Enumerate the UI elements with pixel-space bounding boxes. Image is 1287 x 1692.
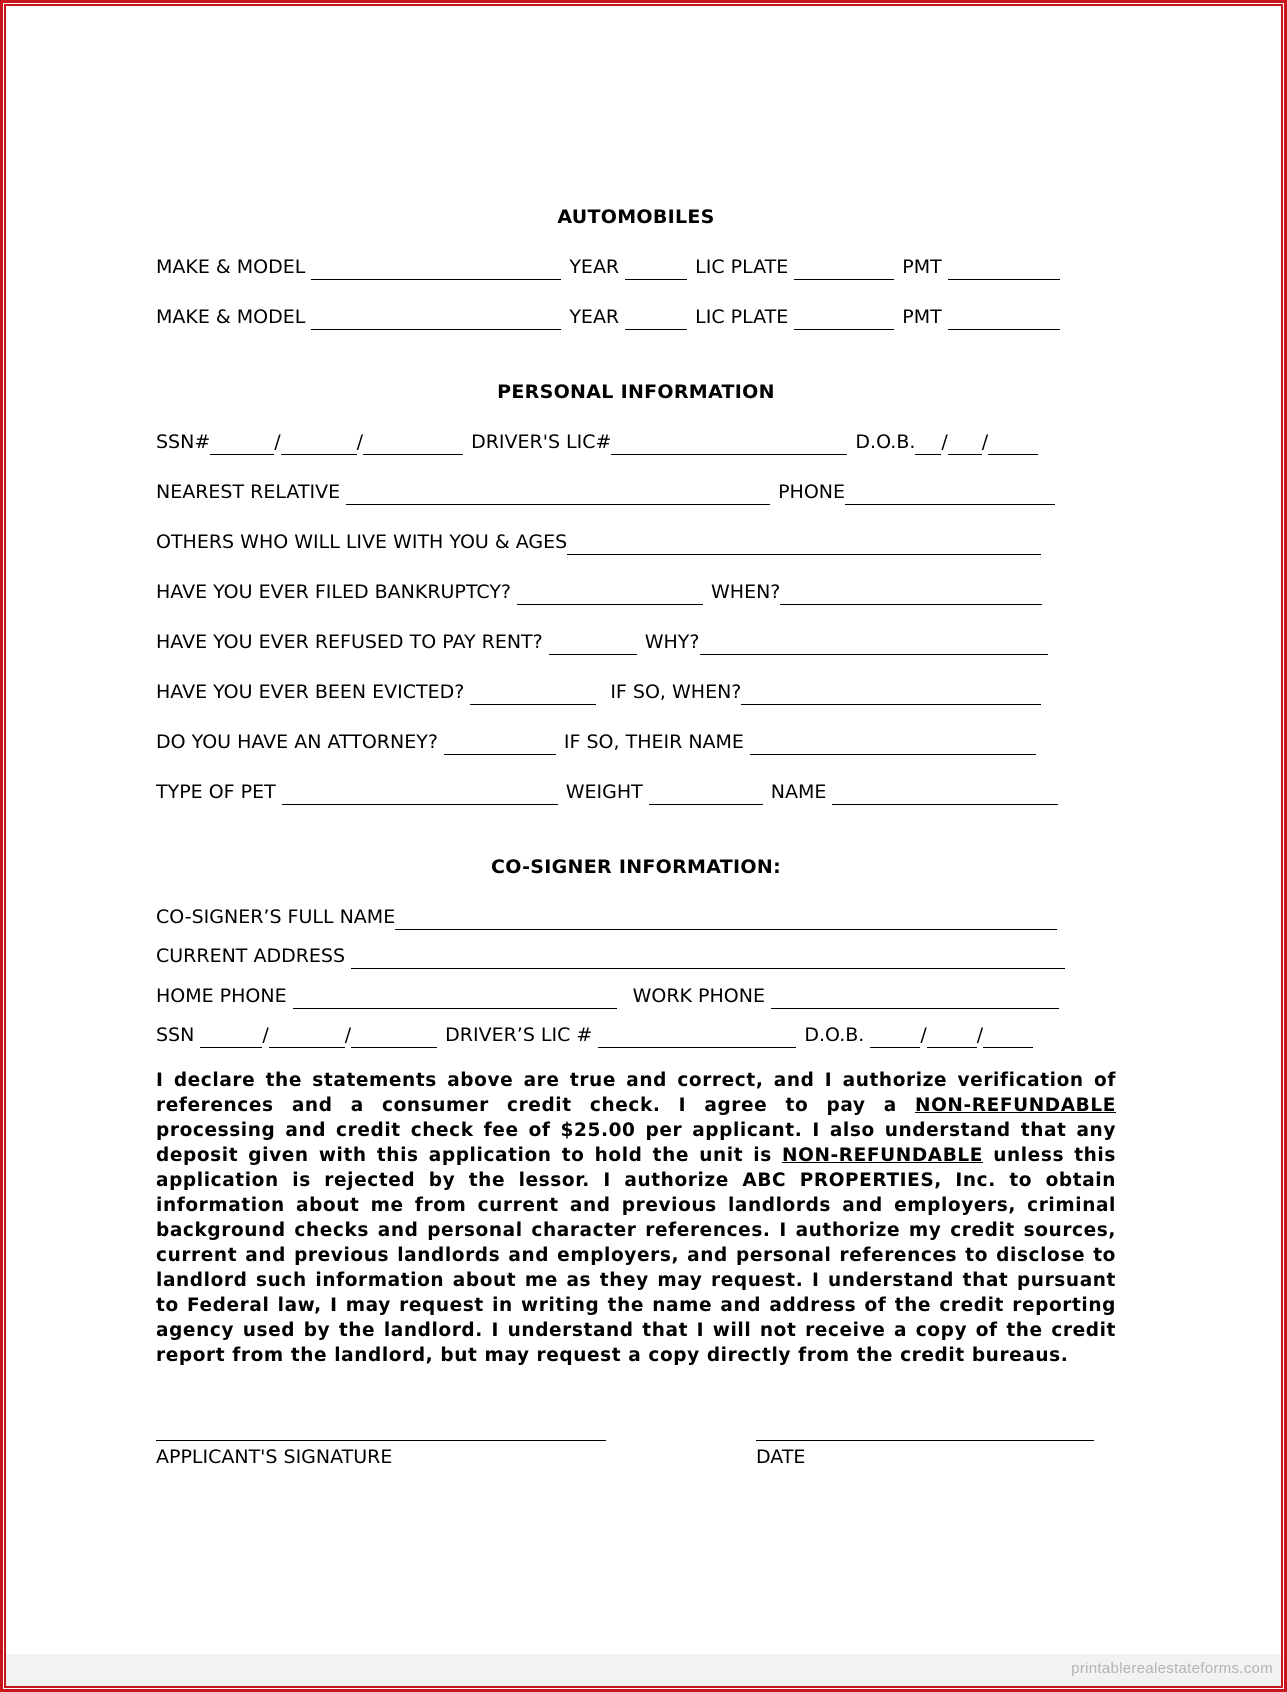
cosigner-name-label: CO-SIGNER’S FULL NAME (156, 906, 396, 928)
nearest-relative-field[interactable] (346, 485, 770, 505)
bankruptcy-label: HAVE YOU EVER FILED BANKRUPTCY? (156, 581, 512, 603)
work-phone-label: WORK PHONE (632, 985, 765, 1007)
make-model-label: MAKE & MODEL (156, 256, 306, 278)
declaration-part-1: I declare the statements above are true and correct, and I authorize verification of references and a consumer credit check. I agree to pay a (156, 1070, 1116, 1116)
dob-label: D.O.B. (855, 431, 916, 453)
refused-rent-label: HAVE YOU EVER REFUSED TO PAY RENT? (156, 631, 543, 653)
cosigner-heading: CO-SIGNER INFORMATION: (491, 856, 781, 878)
attorney-row (156, 729, 1044, 755)
cosigner-address-label: CURRENT ADDRESS (156, 945, 346, 967)
year-label: YEAR (569, 306, 620, 328)
dob-slash-1: / (941, 431, 948, 453)
attorney-name-field[interactable] (750, 735, 1036, 755)
lic-plate-label: LIC PLATE (695, 256, 789, 278)
pet-name-field[interactable] (832, 785, 1058, 805)
year-field-1[interactable] (625, 260, 687, 280)
phone-field[interactable] (845, 485, 1055, 505)
when-label: WHEN? (711, 581, 781, 603)
automobiles-heading: AUTOMOBILES (557, 206, 715, 228)
refused-rent-row (156, 629, 1056, 655)
declaration-paragraph (156, 1068, 1116, 1368)
date-label: DATE (756, 1446, 806, 1468)
if-so-name-label: IF SO, THEIR NAME (563, 731, 744, 753)
bankruptcy-row (156, 579, 1050, 605)
pmt-label: PMT (902, 256, 942, 278)
ssn-row (156, 429, 1046, 455)
make-model-field-2[interactable] (311, 310, 561, 330)
pet-type-field[interactable] (282, 785, 558, 805)
cosigner-name-field[interactable] (395, 910, 1057, 930)
auto-row-2 (156, 304, 1068, 330)
cosigner-ssn-label: SSN (156, 1024, 195, 1046)
cosigner-dob-month-field[interactable] (870, 1028, 920, 1048)
attorney-label: DO YOU HAVE AN ATTORNEY? (156, 731, 438, 753)
applicant-signature-label: APPLICANT'S SIGNATURE (156, 1446, 393, 1468)
pet-weight-field[interactable] (649, 785, 763, 805)
why-label: WHY? (644, 631, 700, 653)
pmt-field-2[interactable] (948, 310, 1060, 330)
declaration-part-2: processing and credit check fee of $25.00 per applicant. I also understand that any deposit given with this application to hold the unit is (156, 1120, 1116, 1166)
lic-plate-field-2[interactable] (794, 310, 894, 330)
cosigner-dob-day-field[interactable] (927, 1028, 977, 1048)
others-field[interactable] (567, 535, 1041, 555)
if-so-when-label: IF SO, WHEN? (610, 681, 742, 703)
why-field[interactable] (700, 635, 1048, 655)
cosigner-address-row (156, 943, 1073, 969)
non-refundable-deposit: NON-REFUNDABLE (782, 1145, 984, 1166)
cosigner-dob-year-field[interactable] (983, 1028, 1033, 1048)
home-phone-label: HOME PHONE (156, 985, 287, 1007)
cosigner-dob-label: D.O.B. (804, 1024, 865, 1046)
cosigner-address-field[interactable] (351, 949, 1065, 969)
bankruptcy-field[interactable] (517, 585, 703, 605)
cosigner-drivers-lic-label: DRIVER’S LIC # (445, 1024, 593, 1046)
dob-year-field[interactable] (988, 435, 1038, 455)
non-refundable-fee: NON-REFUNDABLE (915, 1095, 1116, 1116)
pet-name-label: NAME (770, 781, 827, 803)
ssn-label: SSN# (156, 431, 211, 453)
make-model-field-1[interactable] (311, 260, 561, 280)
declaration-part-3: unless this application is rejected by the lessor. I authorize ABC PROPERTIES, Inc. to obtain information about me from current and previous landlords and employers, criminal background checks and personal character references. I authorize my credit sources, current and previous landlords and employers, and personal references to disclose to landlord such information about me as they may request. I understand that pursuant to Federal law, I may request in writing the name and address of the credit reporting agency used by the landlord. I understand that I will not receive a copy of the credit report from the landlord, but may request a copy directly from the credit bureaus. (156, 1145, 1116, 1366)
evicted-label: HAVE YOU EVER BEEN EVICTED? (156, 681, 465, 703)
when-field[interactable] (780, 585, 1042, 605)
cosigner-ssn-slash-1: / (262, 1024, 269, 1046)
ssn-field-1[interactable] (210, 435, 274, 455)
evicted-row (156, 679, 1049, 705)
cosigner-ssn-field-2[interactable] (269, 1028, 345, 1048)
cosigner-dob-slash-1: / (920, 1024, 927, 1046)
lic-plate-field-1[interactable] (794, 260, 894, 280)
cosigner-name-row (156, 904, 1065, 930)
watermark-text: printablerealestateforms.com (1071, 1660, 1273, 1677)
nearest-relative-row (156, 479, 1063, 505)
phone-label: PHONE (778, 481, 846, 503)
dob-month-field[interactable] (915, 435, 941, 455)
pet-row (156, 779, 1066, 805)
ssn-slash-2: / (356, 431, 364, 453)
cosigner-ssn-row (156, 1022, 1041, 1048)
make-model-label: MAKE & MODEL (156, 306, 306, 328)
pmt-field-1[interactable] (948, 260, 1060, 280)
weight-label: WEIGHT (565, 781, 643, 803)
ssn-field-3[interactable] (363, 435, 463, 455)
year-label: YEAR (569, 256, 620, 278)
dob-slash-2: / (981, 431, 989, 453)
drivers-lic-field[interactable] (611, 435, 847, 455)
dob-day-field[interactable] (948, 435, 982, 455)
home-phone-field[interactable] (293, 989, 617, 1009)
cosigner-drivers-lic-field[interactable] (598, 1028, 796, 1048)
work-phone-field[interactable] (771, 989, 1059, 1009)
auto-row-1 (156, 254, 1068, 280)
cosigner-ssn-field-1[interactable] (200, 1028, 262, 1048)
cosigner-phone-row (156, 983, 1067, 1009)
pet-type-label: TYPE OF PET (156, 781, 276, 803)
cosigner-ssn-field-3[interactable] (351, 1028, 437, 1048)
if-so-when-field[interactable] (741, 685, 1041, 705)
refused-rent-field[interactable] (549, 635, 637, 655)
drivers-lic-label: DRIVER'S LIC# (471, 431, 612, 453)
year-field-2[interactable] (625, 310, 687, 330)
cosigner-ssn-slash-2: / (344, 1024, 352, 1046)
personal-info-heading: PERSONAL INFORMATION (497, 381, 775, 403)
others-row (156, 529, 1049, 555)
nearest-relative-label: NEAREST RELATIVE (156, 481, 341, 503)
ssn-slash-1: / (274, 431, 281, 453)
date-signature-line[interactable] (756, 1440, 1094, 1441)
attorney-field[interactable] (444, 735, 556, 755)
pmt-label: PMT (902, 306, 942, 328)
applicant-signature-line[interactable] (156, 1440, 606, 1441)
lic-plate-label: LIC PLATE (695, 306, 789, 328)
ssn-field-2[interactable] (281, 435, 357, 455)
cosigner-dob-slash-2: / (976, 1024, 984, 1046)
evicted-field[interactable] (470, 685, 596, 705)
others-label: OTHERS WHO WILL LIVE WITH YOU & AGES (156, 531, 568, 553)
